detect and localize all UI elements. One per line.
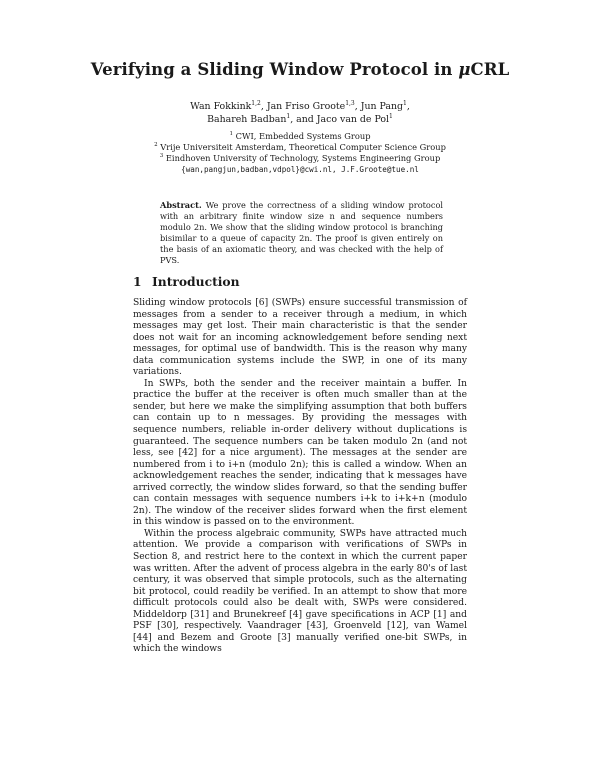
author-name: Jun Pang — [360, 101, 404, 112]
author-name: Bahareh Badban — [207, 114, 287, 125]
author-list: Wan Fokkink$^{1,2}$, Jan Friso Groote$^{1,3}$, Jun Pang$^1$, Bahareh Badban$^1$, and Jaco van de Pol$^1$ — [190, 99, 410, 125]
section-title: Introduction — [152, 274, 240, 289]
affiliation: $^1$ CWI, Embedded Systems Group — [229, 131, 371, 141]
section-number: 1 — [133, 274, 142, 289]
author-emails: {wan,pangjun,badban,vdpol}@cwi.nl, J.F.Groote@tue.nl — [181, 165, 419, 174]
abstract-label: Abstract. — [160, 200, 202, 210]
affiliation: $^2$ Vrije Universiteit Amsterdam, Theoretical Computer Science Group — [154, 142, 446, 152]
affiliation: $^3$ Eindhoven University of Technology, Systems Engineering Group — [159, 153, 441, 163]
abstract — [160, 200, 443, 266]
paper-title: Verifying a Sliding Window Protocol in μCRL — [90, 60, 510, 79]
paragraph: Within the process algebraic community, SWPs have attracted much attention. We provide a comparison with verifications of SWPs in Section 8, and restrict here to the context in which the current paper was written. After the advent of process algebra in the early 80's of last century, it was observed that simple protocols, such as the alternating bit protocol, could readily be verified. In an attempt to show that more difficult protocols could also be dealt with, SWPs were considered. Middeldorp [31] and Brunekreef [4] gave specifications in ACP [1] and PSF [30], respectively. Vaandrager [43], Groenveld [12], van Wamel [44] and Bezem and Groote [3] manually verified one-bit SWPs, in which the windows — [133, 528, 467, 655]
author-name: Wan Fokkink — [190, 101, 252, 112]
paragraph: Sliding window protocols [6] (SWPs) ensure successful transmission of messages from a sender to a receiver through a medium, in which messages may get lost. Their main characteristic is that the sender does not wait for an incoming acknowledgement before sending next messages, for optimal use of bandwidth. This is the reason why many data communication systems include the SWP, in one of its many variations. — [133, 298, 467, 378]
abstract-text: We prove the correctness of a sliding window protocol with an arbitrary finite window size n and sequence numbers modulo 2n. We show that the sliding window protocol is branching bisimilar to a queue of capacity 2n. The proof is given entirely on the basis of an axiomatic theory, and was checked with the help of PVS. — [160, 200, 443, 265]
author-name: Jaco van de Pol — [316, 114, 390, 125]
affiliations — [150, 131, 450, 175]
paragraph: In SWPs, both the sender and the receiver maintain a buffer. In practice the buffer at the receiver is often much smaller than at the sender, but here we make the simplifying assumption that both buffers can contain up to n messages. By providing the messages with sequence numbers, reliable in-order delivery without duplications is guaranteed. The sequence numbers can be taken modulo 2n (and not less, see [42] for a nice argument). The messages at the sender are numbered from i to i+n (modulo 2n); this is called a window. When an acknowledgement reaches the sender, indicating that k messages have arrived correctly, the window slides forward, so that the sending buffer can contain messages with sequence numbers i+k to i+k+n (modulo 2n). The window of the receiver slides forward when the first element in this window is passed on to the environment. — [133, 378, 467, 528]
section-heading — [133, 274, 240, 289]
author-name: Jan Friso Groote — [266, 101, 346, 112]
body-text — [133, 298, 467, 656]
